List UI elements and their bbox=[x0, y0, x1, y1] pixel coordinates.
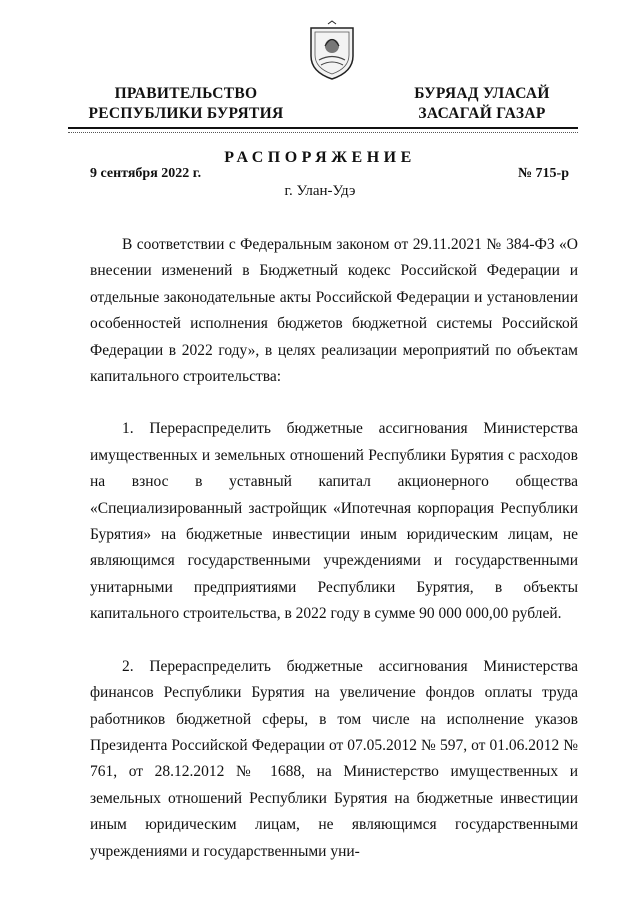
paragraph-item-1: 1. Перераспределить бюджетные ассигнования Министерства имущественных и земельных отношений Республики Бурятия с расходов на взнос в уставный капитал акционерного общества «Специализированный застройщик «Ипотечная корпорация Республики Бурятия» на бюджетные инвестиции иным юридическим лицам, не являющимся государственными учреждениями и государственными унитарными предприятиями Республики Бурятия, в объекты капитального строительства, в 2022 году в сумме 90 000 000,00 рублей. bbox=[90, 420, 578, 623]
document-title: РАСПОРЯЖЕНИЕ bbox=[224, 149, 416, 166]
government-name-buryat-line1: БУРЯАД УЛАСАЙ bbox=[414, 85, 550, 102]
government-name-russian bbox=[88, 84, 284, 124]
government-name-buryat-line2: ЗАСАГАЙ ГАЗАР bbox=[418, 105, 546, 122]
header-divider bbox=[68, 127, 578, 129]
document-body bbox=[90, 232, 578, 891]
government-name-line2: РЕСПУБЛИКИ БУРЯТИЯ bbox=[88, 105, 284, 122]
government-name-line1: ПРАВИТЕЛЬСТВО bbox=[114, 85, 258, 102]
paragraph-item-2: 2. Перераспределить бюджетные ассигнования Министерства финансов Республики Бурятия на увеличение фондов оплаты труда работников бюджетной сферы, в том числе на исполнение указов Президента Российской Федерации от 07.05.2012 № 597, от 01.06.2012 № 761, от 28.12.2012 № 1688, на Министерство имущественных и земельных отношений Республики Бурятия на бюджетные инвестиции иным юридическим лицам, не являющимся государственными учреждениями и государственными уни- bbox=[90, 657, 578, 860]
document-number: № 715-р bbox=[517, 166, 569, 181]
document-city: г. Улан-Удэ bbox=[284, 183, 356, 199]
paragraph-preamble: В соответствии с Федеральным законом от 29.11.2021 № 384-ФЗ «О внесении изменений в Бюджетный кодекс Российской Федерации и отдельные законодательные акты Российской Федерации и установлении особенностей исполнения бюджетов бюджетной системы Российской Федерации в 2022 году», в целях реализации мероприятий по объектам капитального строительства: bbox=[90, 236, 578, 386]
republic-of-buryatia-emblem-icon bbox=[306, 20, 358, 82]
header-divider-dotted bbox=[68, 132, 578, 133]
document-date: 9 сентября 2022 г. bbox=[90, 166, 202, 181]
government-name-buryat bbox=[408, 84, 556, 124]
